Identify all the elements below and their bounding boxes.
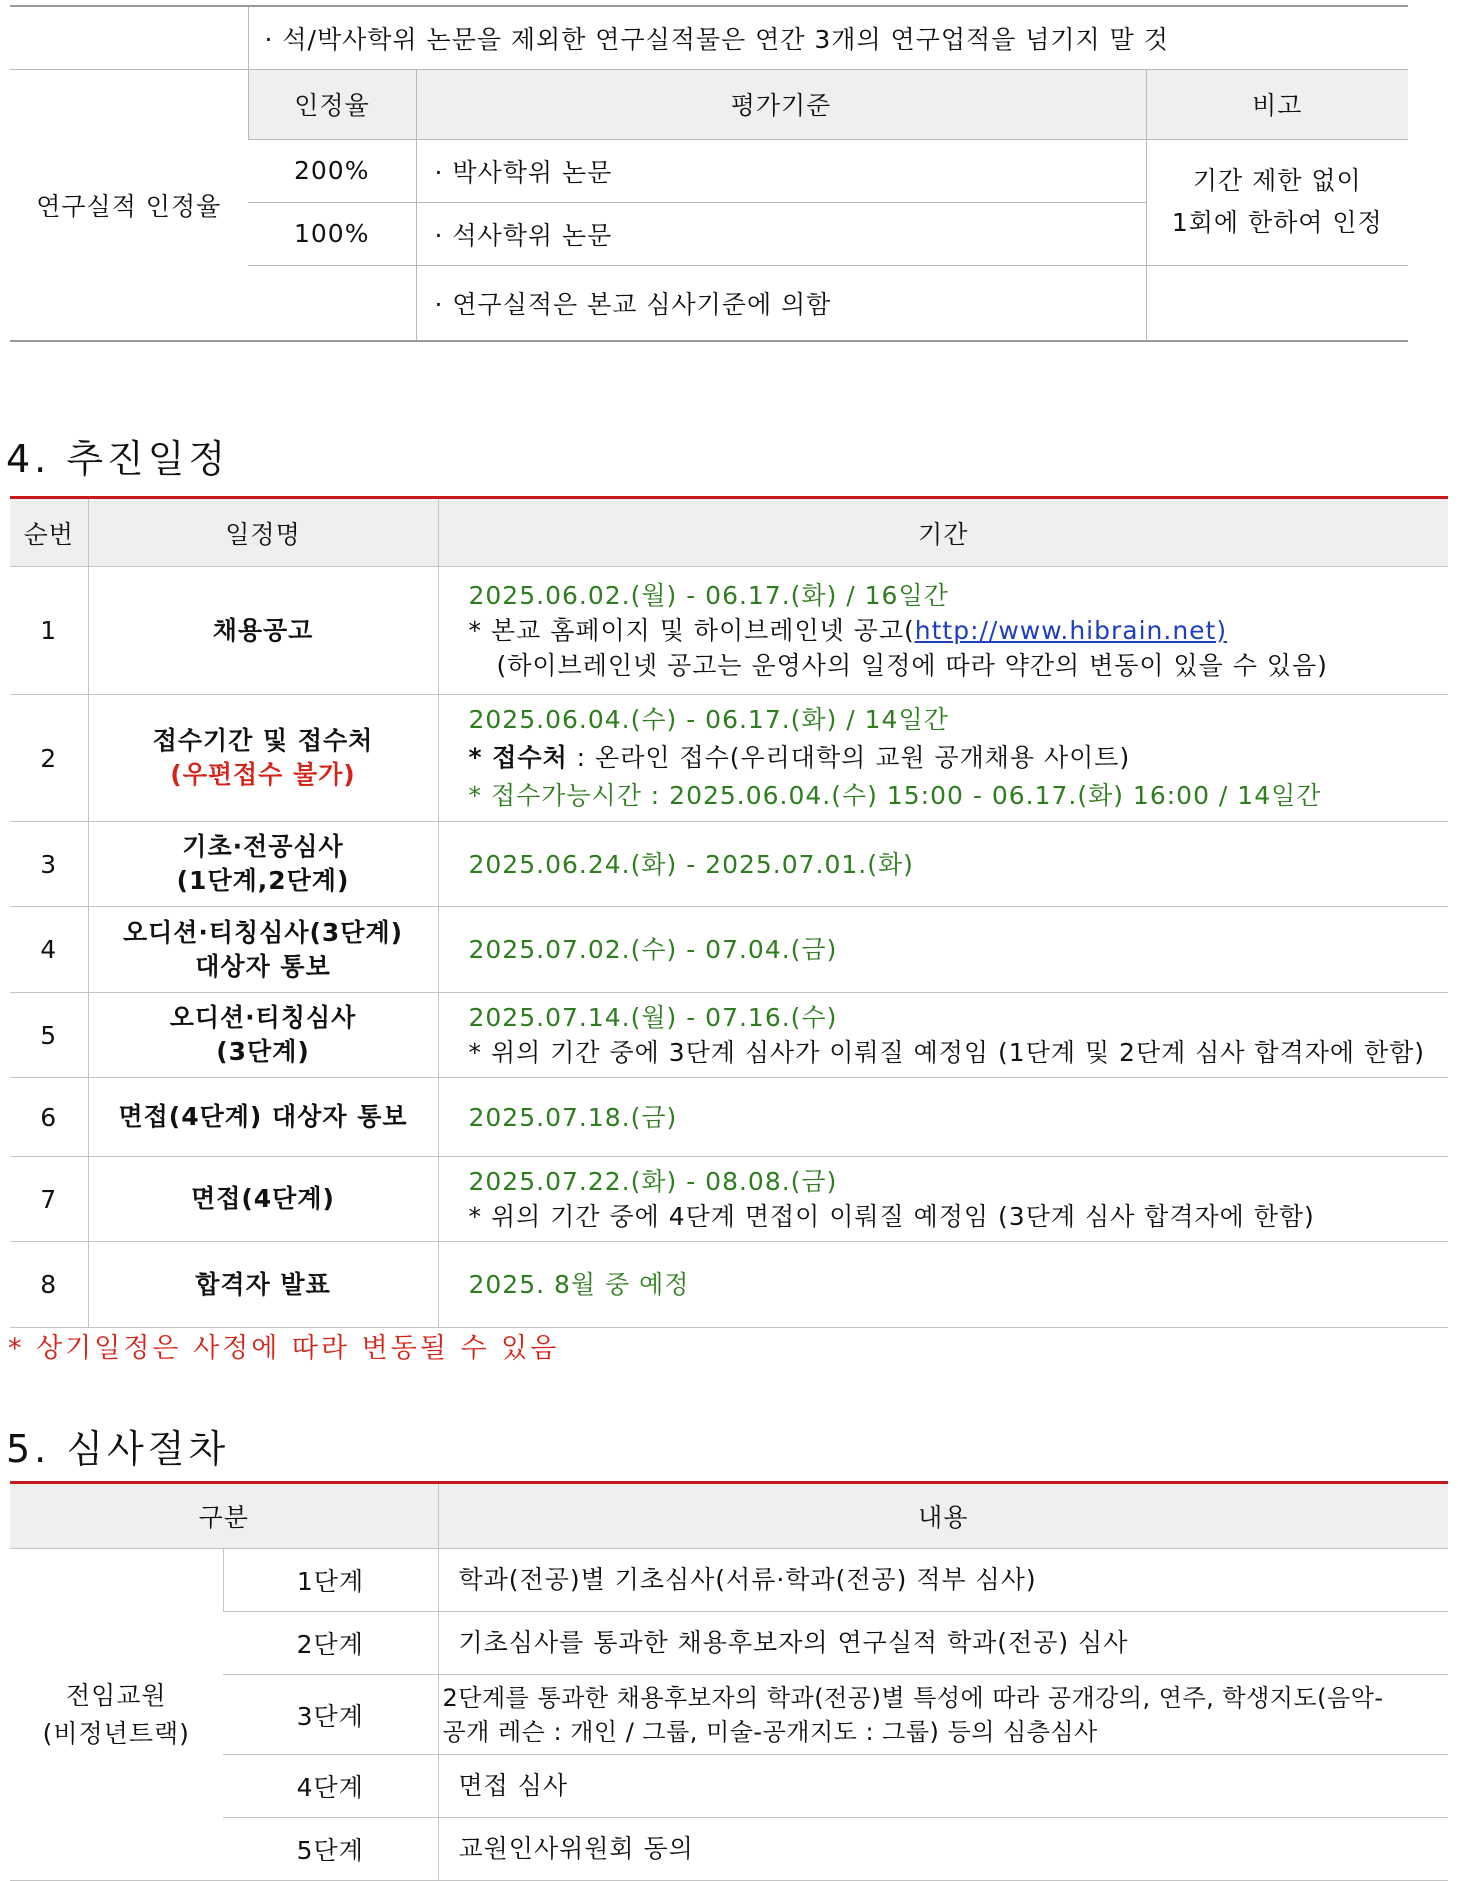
- schedule-name: 면접(4단계): [88, 1157, 438, 1242]
- rate-cell: 200%: [248, 139, 416, 202]
- row-number: 2: [10, 695, 88, 822]
- research-top-note: · 석/박사학위 논문을 제외한 연구실적물은 연간 3개의 연구업적을 넘기지 말 것: [248, 6, 1408, 69]
- table-row: [10, 1242, 1448, 1328]
- schedule-name-main: 기초·전공심사: [182, 832, 344, 861]
- section-4-heading: 4. 추진일정: [6, 437, 230, 481]
- table-row: [10, 907, 1448, 993]
- procedure-table: [10, 1481, 1448, 1881]
- period-dates: 2025.07.22.(화) - 08.08.(금): [468, 1167, 838, 1196]
- schedule-name: [88, 695, 438, 822]
- header-no: 순번: [10, 498, 88, 567]
- table-row: [10, 1818, 1448, 1881]
- empty-cell: [1146, 265, 1408, 341]
- row-number: 5: [10, 993, 88, 1078]
- schedule-name: 합격자 발표: [88, 1242, 438, 1328]
- stage-label: 4단계: [223, 1755, 438, 1818]
- row-number: 4: [10, 907, 88, 993]
- header-criteria: 평가기준: [416, 69, 1146, 139]
- research-row-label: 연구실적 인정율: [10, 69, 248, 341]
- header-period: 기간: [438, 498, 1448, 567]
- stage-content: 교원인사위원회 동의: [438, 1818, 1448, 1881]
- table-row: [10, 1675, 1448, 1755]
- schedule-name-main: 오디션·티칭심사: [169, 1003, 357, 1032]
- rate-cell: [248, 265, 416, 341]
- stage-content: [438, 1675, 1448, 1755]
- period-note-green: * 접수가능시간 : 2025.06.04.(수) 15:00 - 06.17.(화) 16:00 / 14일간: [468, 781, 1322, 810]
- row-number: 7: [10, 1157, 88, 1242]
- note-line: 기간 제한 없이: [1192, 166, 1362, 195]
- schedule-period: 2025.07.18.(금): [438, 1078, 1448, 1157]
- section-5-heading: 5. 심사절차: [6, 1427, 230, 1471]
- schedule-period: [438, 993, 1448, 1078]
- stage-label: 1단계: [223, 1549, 438, 1612]
- criteria-cell: · 석사학위 논문: [416, 202, 1146, 265]
- header-rate: 인정율: [248, 69, 416, 139]
- schedule-name-sub: (3단계): [216, 1037, 310, 1066]
- criteria-cell: · 연구실적은 본교 심사기준에 의함: [416, 265, 1146, 341]
- table-row: [10, 1157, 1448, 1242]
- stage-label: 5단계: [223, 1818, 438, 1881]
- row-number: 1: [10, 567, 88, 695]
- schedule-period: 2025.07.02.(수) - 07.04.(금): [438, 907, 1448, 993]
- table-row: [10, 1755, 1448, 1818]
- criteria-cell: · 박사학위 논문: [416, 139, 1146, 202]
- period-dates: 2025.06.04.(수) - 06.17.(화) / 14일간: [468, 705, 949, 734]
- row-number: 3: [10, 822, 88, 907]
- row-number: 8: [10, 1242, 88, 1328]
- schedule-name-sub: (1단계,2단계): [176, 866, 350, 895]
- period-note: [469, 739, 1449, 777]
- schedule-name: [88, 993, 438, 1078]
- header-content: 내용: [438, 1483, 1448, 1549]
- schedule-name-main: 오디션·티칭심사(3단계): [122, 917, 404, 947]
- period-dates: 2025.07.14.(월) - 07.16.(수): [468, 1003, 838, 1032]
- period-note-label: * 접수처: [468, 743, 568, 772]
- table-row: [10, 695, 1448, 822]
- schedule-name: 면접(4단계) 대상자 통보: [88, 1078, 438, 1157]
- table-row: [10, 1549, 1448, 1612]
- stage-content: 기초심사를 통과한 채용후보자의 연구실적 학과(전공) 심사: [438, 1612, 1448, 1675]
- schedule-name-sub: (우편접수 불가): [170, 760, 356, 789]
- stage-content-line: 2단계를 통과한 채용후보자의 학과(전공)별 특성에 따라 공개강의, 연주, 학생지도(음악-: [442, 1683, 1384, 1712]
- header-name: 일정명: [88, 498, 438, 567]
- research-rate-table: [10, 5, 1408, 342]
- period-note: [469, 613, 1449, 648]
- stage-label: 2단계: [223, 1612, 438, 1675]
- schedule-period: 2025. 8월 중 예정: [438, 1242, 1448, 1328]
- schedule-period: [438, 695, 1448, 822]
- stage-label: 3단계: [223, 1675, 438, 1755]
- period-note: * 위의 기간 중에 3단계 심사가 이뤄질 예정임 (1단계 및 2단계 심사 합격자에 한함): [468, 1038, 1426, 1067]
- schedule-table: [10, 496, 1448, 1328]
- empty-cell: [10, 6, 248, 69]
- period-note: (하이브레인넷 공고는 운영사의 일정에 따라 약간의 변동이 있을 수 있음): [496, 651, 1328, 680]
- schedule-name: [88, 822, 438, 907]
- group-label-line: 전임교원: [65, 1680, 167, 1710]
- schedule-name: 채용공고: [88, 567, 438, 695]
- schedule-footnote: * 상기일정은 사정에 따라 변동될 수 있음: [8, 1333, 560, 1364]
- schedule-period: [438, 567, 1448, 695]
- group-label: [10, 1549, 223, 1881]
- schedule-name: [88, 907, 438, 993]
- period-dates: 2025.06.02.(월) - 06.17.(화) / 16일간: [468, 581, 949, 610]
- note-cell: [1146, 139, 1408, 265]
- stage-content: 면접 심사: [438, 1755, 1448, 1818]
- note-line: 1회에 한하여 인정: [1171, 208, 1383, 237]
- rate-cell: 100%: [248, 202, 416, 265]
- table-row: [10, 1078, 1448, 1157]
- schedule-period: 2025.06.24.(화) - 2025.07.01.(화): [438, 822, 1448, 907]
- hibrain-link[interactable]: http://www.hibrain.net): [914, 616, 1228, 645]
- stage-content: 학과(전공)별 기초심사(서류·학과(전공) 적부 심사): [438, 1549, 1448, 1612]
- row-number: 6: [10, 1078, 88, 1157]
- header-note: 비고: [1146, 69, 1408, 139]
- table-row: [10, 822, 1448, 907]
- schedule-name-sub: 대상자 통보: [195, 951, 331, 981]
- period-note-text: : 온라인 접수(우리대학의 교원 공개채용 사이트): [567, 743, 1131, 772]
- group-label-line: (비정년트랙): [42, 1718, 190, 1748]
- schedule-name-main: 접수기간 및 접수처: [152, 726, 374, 755]
- period-note-text: * 본교 홈페이지 및 하이브레인넷 공고(: [468, 616, 915, 645]
- stage-content-line: 공개 레슨 : 개인 / 그룹, 미술-공개지도 : 그룹) 등의 심층심사: [442, 1717, 1098, 1746]
- schedule-period: [438, 1157, 1448, 1242]
- header-category: 구분: [10, 1483, 438, 1549]
- table-row: [10, 993, 1448, 1078]
- period-note: * 위의 기간 중에 4단계 면접이 이뤄질 예정임 (3단계 심사 합격자에 한함): [468, 1202, 1315, 1231]
- table-row: [10, 1612, 1448, 1675]
- table-row: [10, 567, 1448, 695]
